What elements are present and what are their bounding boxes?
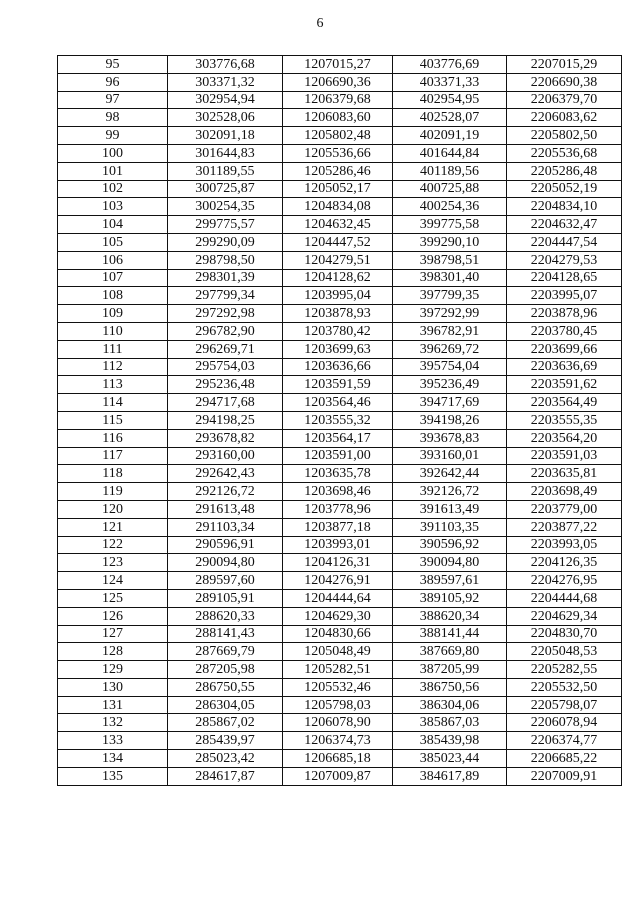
y1-cell: 1204444,64 bbox=[283, 589, 393, 607]
point-number-cell: 105 bbox=[58, 233, 168, 251]
x1-cell: 302091,18 bbox=[168, 127, 283, 145]
y1-cell: 1203780,42 bbox=[283, 322, 393, 340]
y2-cell: 2206374,77 bbox=[507, 732, 622, 750]
x2-cell: 400725,88 bbox=[393, 180, 507, 198]
coordinates-table-body bbox=[58, 56, 622, 786]
y1-cell: 1207015,27 bbox=[283, 56, 393, 74]
x2-cell: 402528,07 bbox=[393, 109, 507, 127]
y1-cell: 1206078,90 bbox=[283, 714, 393, 732]
x1-cell: 294717,68 bbox=[168, 394, 283, 412]
table-row bbox=[58, 180, 622, 198]
table-row bbox=[58, 536, 622, 554]
x1-cell: 289597,60 bbox=[168, 572, 283, 590]
y1-cell: 1204126,31 bbox=[283, 554, 393, 572]
point-number-cell: 99 bbox=[58, 127, 168, 145]
y1-cell: 1204447,52 bbox=[283, 233, 393, 251]
table-row bbox=[58, 554, 622, 572]
x2-cell: 403776,69 bbox=[393, 56, 507, 74]
x2-cell: 391103,35 bbox=[393, 518, 507, 536]
table-row bbox=[58, 572, 622, 590]
y2-cell: 2205802,50 bbox=[507, 127, 622, 145]
x2-cell: 385023,44 bbox=[393, 750, 507, 768]
y1-cell: 1205048,49 bbox=[283, 643, 393, 661]
x2-cell: 392126,72 bbox=[393, 483, 507, 501]
table-row bbox=[58, 661, 622, 679]
x2-cell: 386304,06 bbox=[393, 696, 507, 714]
y1-cell: 1203564,46 bbox=[283, 394, 393, 412]
x2-cell: 394717,69 bbox=[393, 394, 507, 412]
x1-cell: 291613,48 bbox=[168, 500, 283, 518]
y1-cell: 1203636,66 bbox=[283, 358, 393, 376]
point-number-cell: 118 bbox=[58, 465, 168, 483]
x2-cell: 391613,49 bbox=[393, 500, 507, 518]
x2-cell: 399290,10 bbox=[393, 233, 507, 251]
table-row bbox=[58, 127, 622, 145]
table-row bbox=[58, 465, 622, 483]
y1-cell: 1203698,46 bbox=[283, 483, 393, 501]
y2-cell: 2205286,48 bbox=[507, 162, 622, 180]
y2-cell: 2203995,07 bbox=[507, 287, 622, 305]
x1-cell: 293160,00 bbox=[168, 447, 283, 465]
point-number-cell: 106 bbox=[58, 251, 168, 269]
x1-cell: 302954,94 bbox=[168, 91, 283, 109]
y1-cell: 1203591,59 bbox=[283, 376, 393, 394]
y1-cell: 1203993,01 bbox=[283, 536, 393, 554]
point-number-cell: 123 bbox=[58, 554, 168, 572]
table-row bbox=[58, 269, 622, 287]
x1-cell: 297799,34 bbox=[168, 287, 283, 305]
y1-cell: 1204128,62 bbox=[283, 269, 393, 287]
point-number-cell: 124 bbox=[58, 572, 168, 590]
x2-cell: 392642,44 bbox=[393, 465, 507, 483]
point-number-cell: 128 bbox=[58, 643, 168, 661]
x2-cell: 389105,92 bbox=[393, 589, 507, 607]
x2-cell: 386750,56 bbox=[393, 678, 507, 696]
point-number-cell: 102 bbox=[58, 180, 168, 198]
table-row bbox=[58, 732, 622, 750]
x1-cell: 293678,82 bbox=[168, 429, 283, 447]
table-row bbox=[58, 678, 622, 696]
y1-cell: 1203635,78 bbox=[283, 465, 393, 483]
table-row bbox=[58, 518, 622, 536]
x1-cell: 292642,43 bbox=[168, 465, 283, 483]
x1-cell: 285439,97 bbox=[168, 732, 283, 750]
y1-cell: 1206690,36 bbox=[283, 73, 393, 91]
table-row bbox=[58, 750, 622, 768]
table-row bbox=[58, 198, 622, 216]
x1-cell: 301644,83 bbox=[168, 144, 283, 162]
point-number-cell: 103 bbox=[58, 198, 168, 216]
y1-cell: 1205052,17 bbox=[283, 180, 393, 198]
x1-cell: 287205,98 bbox=[168, 661, 283, 679]
y1-cell: 1206083,60 bbox=[283, 109, 393, 127]
point-number-cell: 104 bbox=[58, 216, 168, 234]
y2-cell: 2204830,70 bbox=[507, 625, 622, 643]
x1-cell: 299775,57 bbox=[168, 216, 283, 234]
x2-cell: 385867,03 bbox=[393, 714, 507, 732]
y2-cell: 2205282,55 bbox=[507, 661, 622, 679]
table-row bbox=[58, 500, 622, 518]
x2-cell: 401189,56 bbox=[393, 162, 507, 180]
x1-cell: 292126,72 bbox=[168, 483, 283, 501]
x2-cell: 397292,99 bbox=[393, 305, 507, 323]
x1-cell: 301189,55 bbox=[168, 162, 283, 180]
y1-cell: 1203591,00 bbox=[283, 447, 393, 465]
y2-cell: 2204447,54 bbox=[507, 233, 622, 251]
y1-cell: 1205286,46 bbox=[283, 162, 393, 180]
y2-cell: 2205048,53 bbox=[507, 643, 622, 661]
x1-cell: 296269,71 bbox=[168, 340, 283, 358]
y1-cell: 1203555,32 bbox=[283, 411, 393, 429]
y2-cell: 2206379,70 bbox=[507, 91, 622, 109]
x2-cell: 396269,72 bbox=[393, 340, 507, 358]
y1-cell: 1205536,66 bbox=[283, 144, 393, 162]
x2-cell: 388141,44 bbox=[393, 625, 507, 643]
table-row bbox=[58, 767, 622, 785]
y2-cell: 2203635,81 bbox=[507, 465, 622, 483]
y1-cell: 1204276,91 bbox=[283, 572, 393, 590]
x1-cell: 284617,87 bbox=[168, 767, 283, 785]
point-number-cell: 116 bbox=[58, 429, 168, 447]
y2-cell: 2206078,94 bbox=[507, 714, 622, 732]
y1-cell: 1206685,18 bbox=[283, 750, 393, 768]
y2-cell: 2203699,66 bbox=[507, 340, 622, 358]
y2-cell: 2204279,53 bbox=[507, 251, 622, 269]
x2-cell: 385439,98 bbox=[393, 732, 507, 750]
x1-cell: 295236,48 bbox=[168, 376, 283, 394]
x1-cell: 303776,68 bbox=[168, 56, 283, 74]
point-number-cell: 135 bbox=[58, 767, 168, 785]
x1-cell: 285023,42 bbox=[168, 750, 283, 768]
y2-cell: 2203993,05 bbox=[507, 536, 622, 554]
y2-cell: 2207009,91 bbox=[507, 767, 622, 785]
y2-cell: 2203555,35 bbox=[507, 411, 622, 429]
table-row bbox=[58, 447, 622, 465]
point-number-cell: 130 bbox=[58, 678, 168, 696]
x2-cell: 399775,58 bbox=[393, 216, 507, 234]
x1-cell: 298798,50 bbox=[168, 251, 283, 269]
x1-cell: 296782,90 bbox=[168, 322, 283, 340]
x2-cell: 397799,35 bbox=[393, 287, 507, 305]
y2-cell: 2203877,22 bbox=[507, 518, 622, 536]
y1-cell: 1203699,63 bbox=[283, 340, 393, 358]
x1-cell: 297292,98 bbox=[168, 305, 283, 323]
point-number-cell: 97 bbox=[58, 91, 168, 109]
x1-cell: 298301,39 bbox=[168, 269, 283, 287]
y2-cell: 2205052,19 bbox=[507, 180, 622, 198]
point-number-cell: 95 bbox=[58, 56, 168, 74]
point-number-cell: 125 bbox=[58, 589, 168, 607]
y2-cell: 2203780,45 bbox=[507, 322, 622, 340]
y2-cell: 2204128,65 bbox=[507, 269, 622, 287]
x2-cell: 401644,84 bbox=[393, 144, 507, 162]
table-row bbox=[58, 287, 622, 305]
table-row bbox=[58, 429, 622, 447]
point-number-cell: 126 bbox=[58, 607, 168, 625]
x1-cell: 287669,79 bbox=[168, 643, 283, 661]
table-row bbox=[58, 589, 622, 607]
x2-cell: 396782,91 bbox=[393, 322, 507, 340]
y1-cell: 1204632,45 bbox=[283, 216, 393, 234]
y2-cell: 2203698,49 bbox=[507, 483, 622, 501]
x2-cell: 384617,89 bbox=[393, 767, 507, 785]
y1-cell: 1203995,04 bbox=[283, 287, 393, 305]
y2-cell: 2206083,62 bbox=[507, 109, 622, 127]
point-number-cell: 122 bbox=[58, 536, 168, 554]
table-row bbox=[58, 358, 622, 376]
x2-cell: 389597,61 bbox=[393, 572, 507, 590]
x1-cell: 291103,34 bbox=[168, 518, 283, 536]
y1-cell: 1204830,66 bbox=[283, 625, 393, 643]
point-number-cell: 110 bbox=[58, 322, 168, 340]
x1-cell: 302528,06 bbox=[168, 109, 283, 127]
x1-cell: 290596,91 bbox=[168, 536, 283, 554]
point-number-cell: 98 bbox=[58, 109, 168, 127]
page-number: 6 bbox=[316, 16, 324, 31]
table-row bbox=[58, 643, 622, 661]
table-row bbox=[58, 411, 622, 429]
x1-cell: 294198,25 bbox=[168, 411, 283, 429]
y2-cell: 2203564,20 bbox=[507, 429, 622, 447]
x2-cell: 402091,19 bbox=[393, 127, 507, 145]
point-number-cell: 107 bbox=[58, 269, 168, 287]
y2-cell: 2203591,03 bbox=[507, 447, 622, 465]
y1-cell: 1206379,68 bbox=[283, 91, 393, 109]
x2-cell: 394198,26 bbox=[393, 411, 507, 429]
table-row bbox=[58, 144, 622, 162]
y2-cell: 2204126,35 bbox=[507, 554, 622, 572]
y2-cell: 2204629,34 bbox=[507, 607, 622, 625]
x2-cell: 403371,33 bbox=[393, 73, 507, 91]
table-row bbox=[58, 322, 622, 340]
point-number-cell: 121 bbox=[58, 518, 168, 536]
y2-cell: 2206685,22 bbox=[507, 750, 622, 768]
y1-cell: 1203778,96 bbox=[283, 500, 393, 518]
x2-cell: 393160,01 bbox=[393, 447, 507, 465]
table-row bbox=[58, 696, 622, 714]
point-number-cell: 115 bbox=[58, 411, 168, 429]
y2-cell: 2203779,00 bbox=[507, 500, 622, 518]
coordinates-table bbox=[57, 55, 622, 786]
table-row bbox=[58, 376, 622, 394]
table-row bbox=[58, 216, 622, 234]
x1-cell: 289105,91 bbox=[168, 589, 283, 607]
x2-cell: 387669,80 bbox=[393, 643, 507, 661]
x1-cell: 295754,03 bbox=[168, 358, 283, 376]
y2-cell: 2203636,69 bbox=[507, 358, 622, 376]
x2-cell: 393678,83 bbox=[393, 429, 507, 447]
x2-cell: 398798,51 bbox=[393, 251, 507, 269]
table-row bbox=[58, 251, 622, 269]
point-number-cell: 114 bbox=[58, 394, 168, 412]
table-row bbox=[58, 625, 622, 643]
y1-cell: 1203877,18 bbox=[283, 518, 393, 536]
y1-cell: 1205798,03 bbox=[283, 696, 393, 714]
y2-cell: 2204834,10 bbox=[507, 198, 622, 216]
x2-cell: 398301,40 bbox=[393, 269, 507, 287]
y2-cell: 2206690,38 bbox=[507, 73, 622, 91]
point-number-cell: 119 bbox=[58, 483, 168, 501]
y2-cell: 2205536,68 bbox=[507, 144, 622, 162]
point-number-cell: 134 bbox=[58, 750, 168, 768]
point-number-cell: 100 bbox=[58, 144, 168, 162]
table-row bbox=[58, 607, 622, 625]
x2-cell: 387205,99 bbox=[393, 661, 507, 679]
table-row bbox=[58, 162, 622, 180]
table-row bbox=[58, 714, 622, 732]
table-row bbox=[58, 73, 622, 91]
x1-cell: 285867,02 bbox=[168, 714, 283, 732]
point-number-cell: 109 bbox=[58, 305, 168, 323]
point-number-cell: 96 bbox=[58, 73, 168, 91]
x1-cell: 288141,43 bbox=[168, 625, 283, 643]
point-number-cell: 132 bbox=[58, 714, 168, 732]
x2-cell: 395754,04 bbox=[393, 358, 507, 376]
x1-cell: 286304,05 bbox=[168, 696, 283, 714]
x1-cell: 290094,80 bbox=[168, 554, 283, 572]
y1-cell: 1203878,93 bbox=[283, 305, 393, 323]
point-number-cell: 131 bbox=[58, 696, 168, 714]
y2-cell: 2203878,96 bbox=[507, 305, 622, 323]
y2-cell: 2207015,29 bbox=[507, 56, 622, 74]
point-number-cell: 117 bbox=[58, 447, 168, 465]
x1-cell: 303371,32 bbox=[168, 73, 283, 91]
table-row bbox=[58, 340, 622, 358]
table-row bbox=[58, 233, 622, 251]
point-number-cell: 133 bbox=[58, 732, 168, 750]
x1-cell: 286750,55 bbox=[168, 678, 283, 696]
y1-cell: 1205282,51 bbox=[283, 661, 393, 679]
y1-cell: 1204279,51 bbox=[283, 251, 393, 269]
y1-cell: 1205532,46 bbox=[283, 678, 393, 696]
y2-cell: 2204276,95 bbox=[507, 572, 622, 590]
x2-cell: 402954,95 bbox=[393, 91, 507, 109]
point-number-cell: 111 bbox=[58, 340, 168, 358]
point-number-cell: 108 bbox=[58, 287, 168, 305]
y2-cell: 2205532,50 bbox=[507, 678, 622, 696]
y2-cell: 2205798,07 bbox=[507, 696, 622, 714]
x1-cell: 299290,09 bbox=[168, 233, 283, 251]
y2-cell: 2203564,49 bbox=[507, 394, 622, 412]
y2-cell: 2203591,62 bbox=[507, 376, 622, 394]
y1-cell: 1206374,73 bbox=[283, 732, 393, 750]
x2-cell: 395236,49 bbox=[393, 376, 507, 394]
point-number-cell: 127 bbox=[58, 625, 168, 643]
x1-cell: 300725,87 bbox=[168, 180, 283, 198]
table-row bbox=[58, 394, 622, 412]
y1-cell: 1207009,87 bbox=[283, 767, 393, 785]
y2-cell: 2204632,47 bbox=[507, 216, 622, 234]
y1-cell: 1203564,17 bbox=[283, 429, 393, 447]
y2-cell: 2204444,68 bbox=[507, 589, 622, 607]
table-row bbox=[58, 91, 622, 109]
x2-cell: 390094,80 bbox=[393, 554, 507, 572]
point-number-cell: 112 bbox=[58, 358, 168, 376]
table-row bbox=[58, 56, 622, 74]
point-number-cell: 101 bbox=[58, 162, 168, 180]
point-number-cell: 120 bbox=[58, 500, 168, 518]
x2-cell: 390596,92 bbox=[393, 536, 507, 554]
x2-cell: 388620,34 bbox=[393, 607, 507, 625]
y1-cell: 1205802,48 bbox=[283, 127, 393, 145]
x1-cell: 288620,33 bbox=[168, 607, 283, 625]
point-number-cell: 113 bbox=[58, 376, 168, 394]
x2-cell: 400254,36 bbox=[393, 198, 507, 216]
table-row bbox=[58, 109, 622, 127]
y1-cell: 1204629,30 bbox=[283, 607, 393, 625]
y1-cell: 1204834,08 bbox=[283, 198, 393, 216]
table-row bbox=[58, 305, 622, 323]
point-number-cell: 129 bbox=[58, 661, 168, 679]
table-row bbox=[58, 483, 622, 501]
x1-cell: 300254,35 bbox=[168, 198, 283, 216]
